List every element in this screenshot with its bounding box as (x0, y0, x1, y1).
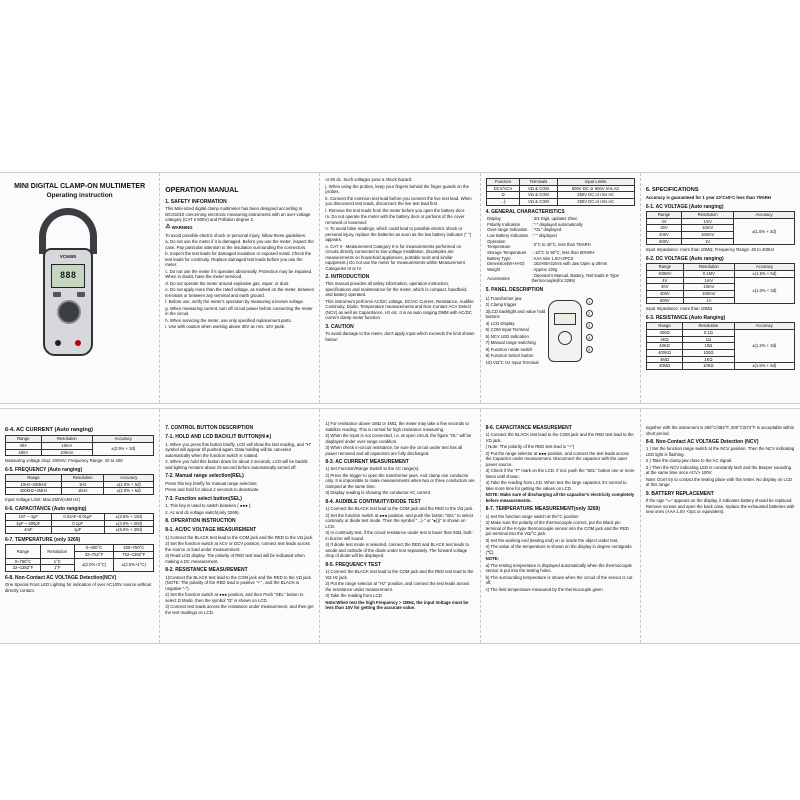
capacitance-measurement-heading: 8-6. CAPACITANCE MEASUREMENT (485, 425, 572, 431)
safety-cont-6: n. To avoid false readings, which could lead to possible electric shock or personal injury, replace the batteries as soon as the low battery indicator (" ") appears. (325, 226, 472, 242)
frequency-p3: 3) Take the reading from LCD. (325, 593, 383, 599)
ac-voltage-table (646, 211, 795, 245)
spec-cell: ±(2.5% + 10d) (104, 513, 154, 520)
meter-sel-button (77, 292, 85, 297)
table-row (646, 329, 794, 336)
function-select-heading: 7-3. Function select button(SEL) (165, 495, 242, 502)
acdc-voltage-heading: 8-1. AC/DC VOLTAGE MEASUREMENT (165, 527, 257, 534)
spec-cell: 0.1μF (51, 520, 104, 527)
spec-cell: 400Ω (646, 329, 682, 336)
caution-heading: 3. CAUTION (325, 323, 354, 330)
spec-cell: 600V (646, 297, 683, 304)
accuracy-note: Accuracy is guaranteed for 1 year 23°C±5°C less than 75%RH (645, 195, 772, 201)
char-value: : AAA size 1.5V×2PCS (531, 255, 574, 261)
manual-range-p1: Press this key briefly for manual range selection; (165, 480, 258, 486)
spec-accuracy: ±(1.2% + 3d) (734, 329, 794, 362)
continuity-p4: 4) If diode test mode is selected, connect the RED and BLACK test leads to anode and cathode of the diode under test separately. The forward voltage drop of diode will be displayed. (325, 542, 469, 559)
frequency-heading: 6-5. FREQUENCY (Auto ranging) (5, 466, 83, 473)
limits-cell: VΩ & COM (520, 192, 557, 199)
char-value: : Operator's Manual, Battery, Test leads K-Type thermocouple(for 3269) (531, 272, 619, 284)
table-row (486, 185, 634, 192)
acdc-p2: 2) Set the function switch at ACV or DCV position, connect test leads across the source or load under measurement. (165, 541, 310, 552)
spec-cell: 40V (646, 284, 683, 291)
resistance-note-2: 2) When the input is not connected, i.e. at open circuit, the figure "OL" will be displayed under over-range condition. (325, 433, 472, 444)
spec-cell: 100mV (682, 232, 734, 239)
spec-cell: ±(2.5%+1°C) (114, 558, 154, 571)
spec-header: Accuracy (734, 212, 795, 219)
spec-cell: 400V (646, 232, 682, 239)
ac-current-measurement-heading: 8-3. AC CURRENT MEASUREMENT (325, 459, 409, 465)
spec-header: Range (646, 212, 682, 219)
table-row (6, 488, 154, 495)
table-row (646, 270, 794, 277)
safety-cont-4: l. Remove the test leads from the meter before you open the battery door. (325, 207, 466, 213)
list-item: 8) Function rotate switch (485, 346, 533, 352)
spec-header: Resolution (41, 436, 93, 443)
manual-bottom-strip (0, 408, 800, 644)
thermocouple-limit: together with the instrument is 250°C/482°F, 300°C/572°F is acceptable within short period. (645, 425, 795, 436)
spec-cell: 4MΩ (646, 356, 682, 363)
table-row (486, 199, 634, 206)
safety-item-a: a. Do not use the meter if it is damaged. Before you use the meter, inspect the case. Pay particular attention to the insulation surrounding the connectors. (165, 239, 314, 250)
spec-cell: 4μF ~ 400μF (6, 520, 52, 527)
capacitance-p3: 2) Put the range selector at ●●● position, and connect the test leads across the Capacitor under measurement. Disconnect the capacitor with the outer power source. (485, 450, 629, 467)
safety-cont-2: j. When using the probes, keep your fingers behind the finger guards on the probes. (325, 183, 469, 194)
list-item: 3)LCD backlight and value hold buttons (485, 308, 546, 320)
diagram-knob (558, 331, 572, 345)
spec-cell: 1KΩ (683, 356, 734, 363)
function-select-p2: 2. Ac and dc voltage switch(only 3269). (165, 509, 240, 515)
ncv-spec-heading: 6-8. Non-Contact AC VOLTAGE Detection(NCV) (5, 575, 117, 582)
ac-current-p3: 3) Display reading is showing the conductor AC current. (325, 490, 432, 496)
spec-header: Resolution (682, 212, 734, 219)
spec-accuracy: ±(1.5% + 3d) (734, 218, 795, 245)
introduction-p1: This manual provides all safety information, operation instruction, specifications and maintenance for the meter, which is compact, handheld, and battery operated. (325, 281, 468, 298)
safety-information-heading: 1. SAFETY INFORMATION (165, 198, 227, 205)
list-item: 5) COM Input Terminal (485, 327, 529, 333)
spec-accuracy: ±(1.5% + 5d) (734, 363, 794, 370)
acdc-p1: 1) Connect the BLACK test lead to the COM jack and the RED to the VΩ jack. (165, 534, 314, 540)
battery-p1: If the sign "▭" appears on the display, it indicates battery should be replaced. Remove screws and open the back case, replace the exhausted batteries with new ones (AAA 1.5V ×2pc or equivalent). (645, 498, 795, 515)
safety-item-f: f. Before use, verify the meter's operation by measuring a known voltage. (165, 299, 305, 305)
spec-cell: 40A (6, 442, 42, 449)
table-row (6, 545, 154, 552)
ncv-spec-text: One Special Front LED Lighting for indication of over AC100V source without directly contact. (5, 582, 152, 593)
ac-voltage-heading: 6-1. AC VOLTAGE (Auto ranging) (645, 203, 724, 210)
ac-voltage-note: Input Impedance: more than 10MΩ; Frequency Range: 40 to 400Hz (645, 247, 775, 253)
meter-rotary-knob (57, 300, 81, 324)
capacitance-p2: ( Note: The polarity of the RED test lead is "+") (485, 444, 575, 450)
resistance-heading: 6-3. RESISTANCE (Auto Ranging) (645, 314, 726, 321)
spec-cell: 400V (646, 290, 683, 297)
char-value: : " " displayed (531, 233, 557, 239)
spec-cell: 752~1382°F (114, 552, 154, 559)
spec-cell: ±(1.0% + 5d) (104, 481, 154, 488)
temperature-p2: 2) Make sure the polarity of the thermocouple correct, put the Black pin terminal of the K-type thermocouple sensor into the COM jack and the RED pin terminal into the VΩ/°C jack. (485, 520, 629, 537)
limits-cell: 250V DC or rms AC (557, 199, 634, 206)
resistance-p2: 2) Set the function switch at ●●● position, and then Push "SEL" button to select Ω Mode, then the symbol "Ω" is shown on LCD. (165, 592, 304, 603)
spec-header: Range (6, 436, 42, 443)
operation-instruction-heading: 8. OPERATION INSTRUCTION (165, 518, 236, 525)
list-item: 2) Clamp trigger (485, 302, 517, 308)
function-select-p1: 1. This key is used to switch between ( ●●● ); (165, 503, 252, 509)
spec-cell: 100Ω (683, 349, 734, 356)
spec-cell: 0.1Ω (683, 329, 734, 336)
spec-cell: 100mV (683, 290, 734, 297)
ncv-note: Note: Don't try to contact the testing place with this tester. No display on LCD at this range. (645, 476, 793, 488)
list-item: 4) LCD Display (485, 320, 515, 326)
resistance-note-3: 3) When check in-circuit resistance, be sure the circuit under test has all power removed and all capacitors are fully discharged. (325, 445, 463, 456)
cover-title: MINI DIGITAL CLAMP-ON MULTIMETER (14, 183, 146, 190)
spec-cell: 4V (646, 218, 682, 225)
spec-header: Range (646, 264, 683, 271)
meter-hold-button (53, 292, 61, 297)
spec-cell: 400A (6, 449, 42, 456)
callout-4: 4 (586, 334, 593, 341)
spec-cell: 400kHz~4MHz (6, 488, 62, 495)
resistance-p3: 3) Connect test leads across the resistance under measurement, and then get the test readings on LCD. (165, 604, 314, 615)
spec-cell: 10Hz~400kHz (6, 481, 62, 488)
resistance-note-1: 1) For resistance above 1MΩ or 4MΩ, the meter may take a few seconds to stabilize reading. This is normal for high resistance measuring. (325, 421, 469, 432)
meter-v-jack (75, 340, 81, 346)
char-label: Over-range Indication (487, 227, 528, 233)
temperature-measurement-heading: 8-7. TEMPERATURE MEASUREMENT(only 3269) (485, 506, 600, 513)
spec-cell: 1°C (40, 558, 74, 565)
safety-item-i: i. Use with caution when working above 30V ac rms, 42V peak, (165, 324, 286, 330)
spec-cell: 400MV (646, 270, 683, 277)
frequency-test-heading: 8-5. FREQUENCY TEST (325, 561, 381, 568)
limits-header: Terminals (520, 179, 557, 186)
table-row (646, 218, 794, 225)
safety-guideline-intro: To avoid possible electric shock or personal injury, follow these guidelines: (165, 232, 307, 238)
temperature-p4: 4) The value of the temperature is shown on the display in degree centigrade (℃). (485, 544, 632, 555)
capacitance-note: NOTE: Make sure of discharging all the capacitor's electricity completely before measurements. (485, 492, 635, 503)
note-b: b) The surrounding temperature is shown when the circuit of the sensor is cut off. (485, 574, 633, 586)
limits-cell: Ω (486, 192, 520, 199)
hold-backlit-heading: 7-1. HOLD AND LCD BACKLIT BUTTON(H/☀) (165, 434, 272, 441)
introduction-heading: 2. INTRODUCTION (325, 274, 370, 280)
list-item: 10) VΩ°C Hz Input Terminal (485, 359, 539, 365)
continuity-diode-heading: 8-4. AUDIBLE CONTINUITY/DIODE TEST (325, 498, 421, 505)
hold-p2: 2. When you hold this button down for about 2 seconds, LCD will be backlit and lighting remains about 15 second before automatically turned off. (165, 459, 308, 470)
spec-accuracy: ±(2.5% + 3d) (93, 442, 154, 455)
spec-header: Accuracy (734, 323, 794, 330)
char-label: Polarity Indication (487, 221, 521, 227)
safety-continued-panel (320, 173, 480, 403)
warning-label (165, 224, 314, 232)
char-label: Low Battery Indication (487, 233, 529, 239)
safety-item-b: b. Inspect the test leads for damaged insulation or exposed metal. Check the test leads for continuity. Replace damaged test leads before you use the meter. (165, 251, 312, 268)
warning-icon: ⚠ (165, 223, 171, 230)
table-row (646, 277, 794, 284)
char-value: : "-" displayed automatically (531, 221, 583, 227)
char-value: : "OL" displayed (531, 227, 562, 233)
dc-voltage-table (646, 263, 795, 304)
spec-cell: 32~1382°F (6, 565, 41, 572)
resistance-p1: 1)Connect the BLACK test lead to the COM jack and the RED to the VΩ jack. (NOTE: The polarity of the RED lead is positive "+" , and the BLACK is negative "-"). (165, 574, 312, 591)
list-item: 9) Function Select button (485, 353, 534, 359)
char-value: : Approx 130g (531, 267, 558, 273)
limits-cell: →|- (486, 199, 520, 206)
spec-cell: 10mA (41, 442, 93, 449)
table-row (6, 527, 154, 534)
manual-top-strip (0, 172, 800, 404)
list-item: 6) NCV LED Indication (485, 333, 529, 339)
safety-item-h: h. When servicing the meter, use only specified replacement parts. (165, 317, 292, 323)
callout-1: 1 (586, 298, 593, 305)
hold-p1: 1. When you press this button briefly, LCD will show the last reading, and "H" symbol will appear till pushed again. Data holding will be canceled automatically when the function switch is rotated. (165, 441, 312, 458)
safety-intro: This Mini-sized digital clamp multimeter has been designed according to IEC61010 concerning electronic measuring instruments with an over-voltage category (CAT II 600V) and Pollution degree 2. (165, 206, 311, 223)
acdc-p3: 3) Read LCD display. The polarity of RED test lead will be indicated when making a DC measurement. (165, 553, 305, 564)
note-heading: NOTE: (485, 556, 499, 562)
spec-cell: 0.1MV (683, 270, 734, 277)
spec-cell: 0.01nF~0.01μF (51, 513, 104, 520)
spec-cell: 0~400°C (74, 545, 114, 552)
table-row (486, 192, 634, 199)
ncv-battery-panel (641, 409, 800, 643)
safety-item-d: d. Do not operate the meter around explosive gas, vapor, or dust. (165, 280, 290, 286)
spec-cell: 100mA (41, 449, 93, 456)
cover-subtitle: Operating instruction (46, 192, 113, 200)
limits-cell: 250V DC or rms AC (557, 192, 634, 199)
list-item: 1) Transformer jaw (485, 295, 522, 301)
spec-header: Range (646, 323, 682, 330)
char-label: Weight (487, 267, 501, 273)
note-c: c) The limit temperature measured by the thermocouple given (485, 586, 603, 592)
safety-cont-1: or 60 dc. Such voltages pose a shock hazard. (325, 177, 413, 182)
spec-cell: 1kHz (62, 488, 104, 495)
clamp-meter-illustration (5, 208, 154, 358)
meter-brand: VC6080 (59, 254, 77, 260)
ncv-p2: 2 ) Take the clamp jaw close to the AC signal. (645, 458, 733, 464)
spec-cell: 1V (682, 238, 734, 245)
dc-voltage-note: Input Impedance: more than 10MΩ (645, 306, 713, 312)
spec-header: Resolution (683, 323, 734, 330)
continuity-p2: 2) Set the function switch at ●●● position, and push the button "SEL" to select continuity or diode test mode. Then the symbol "→|-" or "●)))" is shown on LCD. (325, 512, 474, 529)
continuity-p3: 3) In continuity test, if the circuit resistance under test is lower than 50Ω, built-in buzzer will sound. (325, 530, 473, 541)
ncv-p3: 3 ) Then the NCV indicating LED is constantly lash and the Beeper sounding at the same time once ACV> 100V. (645, 464, 792, 476)
char-label: Accessories (487, 275, 510, 281)
frequency-note: Note:When test the high Frequency > 1MHz, the input Voltage must be less than 10V for getting the accurate value. (325, 599, 469, 611)
spec-cell: 1Ω (683, 336, 734, 343)
capacitance-p4: 3) Check if the "F" mark on the LCD. If not, push the "SEL" button one or more times until shown. (485, 468, 635, 479)
ac-current-p1: 1) Set Function/Range Switch to the AC range(s). (325, 466, 420, 472)
spec-cell: 400KΩ (646, 349, 682, 356)
limits-header: Function (486, 179, 520, 186)
frequency-note: Input Voltage Limit: Max.250V(<4M Hz) (5, 497, 80, 503)
specifications-panel (641, 173, 800, 403)
input-limits-table (486, 178, 635, 206)
control-buttons-panel (160, 409, 320, 643)
safety-cont-7: o. CAT II - Measurement Category II is for measurements performed on circuits directly connected to low voltage installation. (Examples are measurements on household appliances, portable tools and similar equipment.) Do not use the meter for measurements within Measurement Categories III or IV. (325, 243, 465, 271)
spec-cell: 1μF (51, 527, 104, 534)
limits-header: Input Limits (557, 179, 634, 186)
safety-item-g: g. When measuring current, turn off circuit power before connecting the meter in the circuit. (165, 305, 313, 317)
callout-3: 3 (586, 322, 593, 329)
safety-cont-5: m. Do not operate the meter with the battery door or portions of the cover removed or loosened. (325, 214, 465, 225)
spec-cell: 1nF ~ 4μF (6, 513, 52, 520)
caution-p1: To avoid damage to the meter, don't apply input which exceeds the limit shown below: (325, 331, 475, 342)
frequency-table (5, 474, 154, 495)
limits-panel (481, 173, 641, 403)
spec-accuracy: ±(1.0% + 3d) (734, 277, 794, 304)
temperature-p3: 3) Set the working end (testing end) on or inside the object under test. (485, 537, 619, 543)
control-button-heading: 7. CONTROL BUTTON DESCRIPTION (165, 425, 254, 431)
char-label: Battery Type (487, 255, 511, 261)
spec-cell: ±(5.0% + 30d) (104, 527, 154, 534)
temperature-p1: 1) Set the function range switch at the°C position (485, 513, 579, 519)
table-row (6, 513, 154, 520)
spec-header: Accuracy (734, 264, 794, 271)
spec-header: Resolution (62, 475, 104, 482)
ac-current-p2: 2) Press the trigger to open the transformer jaws. And clamp one conductor only. It is impossible to make measurements when two or three conductors are clamped at the same time. (325, 472, 475, 489)
spec-cell: 1mV (682, 218, 734, 225)
ncv-p1: 1 ) Set the function range switch at the NCV position. Then the NCV indicating LED light is flashing. (645, 446, 795, 457)
continuity-p1: 1) Connect the BLACK test lead to the COM jack and the RED to the VΩ jack. (325, 506, 474, 512)
spec-header: Accuracy (104, 475, 154, 482)
spec-cell: 40KΩ (646, 343, 682, 350)
manual-range-heading: 7-2. Manual range selection(REL) (165, 473, 244, 480)
ac-current-heading: 6-4. AC CURRENT (Auto ranging) (5, 427, 94, 433)
callout-5: 5 (586, 346, 593, 353)
limits-cell: VΩ & COM (520, 185, 557, 192)
spec-cell: 0~750°C (6, 558, 41, 565)
list-item: 7) Manual range switching (485, 340, 536, 346)
char-value: : 183×65×32mm with Jaw Open φ 28mm (531, 261, 608, 267)
spec-cell: 400~750°C (114, 545, 154, 552)
spec-cell: 10mV (683, 284, 734, 291)
panel-item-list (486, 296, 546, 367)
spec-cell: 4mF (6, 527, 52, 534)
spec-cell: ±(2.0% + 5d) (104, 488, 154, 495)
operation-manual-panel (160, 173, 320, 403)
spec-cell: Resolution (40, 545, 74, 558)
capacitance-heading: 6-6. CAPACITANCE (Auto ranging) (5, 505, 87, 512)
temperature-heading: 6-7. TEMPERATURE (only 3269) (5, 536, 81, 543)
table-row (6, 520, 154, 527)
battery-replacement-heading: 9. BATTERY REPLACEMENT (645, 490, 714, 497)
spec-cell: ±(4.0% + 20d) (104, 520, 154, 527)
meter-body (43, 248, 93, 356)
spec-cell: 1mV (683, 277, 734, 284)
char-label: Display (487, 216, 501, 222)
panel-description-heading: 5. PANEL DESCRIPTION (485, 287, 544, 294)
spec-cell: 1°F (40, 565, 74, 572)
limits-cell: VΩ & COM (520, 199, 557, 206)
table-row (646, 363, 794, 370)
limits-cell: DCV/ACV (486, 185, 520, 192)
cover-panel (0, 173, 160, 403)
spec-cell: 1Hz (62, 481, 104, 488)
safety-item-c: c. Do not use the meter if it operates abnormally. Protection may be impaired. When in doubt, have the meter serviced. (165, 268, 313, 280)
spec-cell: 600V (646, 238, 682, 245)
capacitance-p5: 4) Take the reading from LCD. When test the large capacitor, it's normal to take more time for getting the values on LCD. (485, 480, 627, 491)
char-value: : 3/4 Digit, updates 2/sec (531, 216, 578, 222)
general-characteristics-heading: 4. GENERAL CHARACTERISTICS (485, 208, 565, 215)
char-label: Dimension(W×H×D) (487, 261, 525, 267)
spec-header: Accuracy (93, 436, 154, 443)
spec-cell: 32~752°F (74, 552, 114, 559)
dc-voltage-heading: 6-2. DC VOLTAGE (Auto ranging) (645, 255, 724, 262)
spec-cell: 10mV (682, 225, 734, 232)
safety-item-e: e. Do not apply more than the rated voltage, as marked on the meter, between terminals or between any terminal and earth ground. (165, 287, 315, 298)
characteristics-table (486, 216, 635, 284)
spec-cell: 40V (646, 225, 682, 232)
spec-cell: 4V (646, 277, 683, 284)
diagram-lcd (554, 313, 576, 325)
ac-current-note: Measuring voltage drop: 200mV; Frequency Range: 40 to 400 (5, 458, 123, 464)
ac-current-table (5, 435, 154, 456)
char-value: : -10°C to 50°C, less than 80%RH (531, 250, 595, 256)
current-frequency-panel (0, 409, 160, 643)
spec-cell: 4KΩ (646, 336, 682, 343)
meter-lcd: 888 (51, 264, 85, 288)
measurement-panel (320, 409, 480, 643)
specifications-heading: 6. SPECIFICATIONS (645, 187, 699, 193)
manual-range-p2: Press and hold for about 2 seconds to deactivate. (165, 487, 260, 493)
spec-accuracy: ±(1.5% + 5d) (734, 270, 794, 277)
capacitance-p1: 1) Connect the BLACK test lead to the COM jack and the RED test lead to the VΩ jack. (485, 432, 634, 443)
spec-cell: 10KΩ (683, 363, 734, 370)
limits-cell: 600V DC or 600V rms AC (557, 185, 634, 192)
spec-cell: 10Ω (683, 343, 734, 350)
temperature-table (5, 544, 154, 572)
frequency-p1: 1) Connect the BLACK test lead to the COM jack and the RED test lead to the VΩ Hz jack. (325, 569, 474, 580)
capacitance-temperature-panel (481, 409, 641, 643)
safety-cont-3: k. Connect the common test lead before you connect the live test lead. When you disconnect test leads, disconnect the live test lead first. (325, 195, 472, 206)
callout-2: 2 (586, 310, 593, 317)
spec-cell: Range (6, 545, 41, 558)
operation-manual-title: OPERATION MANUAL (165, 187, 239, 194)
ncv-detection-heading: 8-8. Non-Contact AC VOLTAGE Detection (NCV) (645, 439, 759, 445)
introduction-p2: This instrument performs AC/DC voltage, DC/AC Current, Resistance, Audible Continuity, Diode, Temperature measurements and Non-Contact ACV Detect (NCV) as well as Capacitance, Hz etc. It is an auto ranging DMM with AC/DC current clamp meter function. (325, 298, 474, 321)
spec-cell: ±(2.0%+3°C) (74, 558, 114, 571)
char-label: Storage Temperature (487, 250, 527, 256)
spec-cell: 40MΩ (646, 363, 682, 370)
spec-header: Resolution (683, 264, 734, 271)
char-value: : 0°C to 40°C, less than 75%RH (531, 241, 591, 247)
table-row (6, 481, 154, 488)
resistance-measurement-heading: 8-2. RESISTANCE MEASUREMENT (165, 567, 248, 574)
char-label: Operation Temperature (487, 238, 511, 250)
diagram-meter-outline (548, 300, 582, 362)
resistance-table (646, 322, 795, 370)
table-row (6, 558, 154, 565)
spec-header: Range (6, 475, 62, 482)
note-a: a) The testing temperature is displayed automatically when the thermocouple sensor is put into the testing holes. (485, 562, 632, 574)
table-row (6, 442, 154, 449)
capacitance-table (5, 513, 154, 534)
spec-cell: 1V (683, 297, 734, 304)
panel-diagram (486, 296, 635, 366)
warning-text: WARNING (171, 224, 193, 230)
frequency-p2: 2) Put the range selector at "Hz" position, and connect the test leads across the resistance under measurement. (325, 581, 470, 592)
meter-com-jack (55, 340, 61, 346)
